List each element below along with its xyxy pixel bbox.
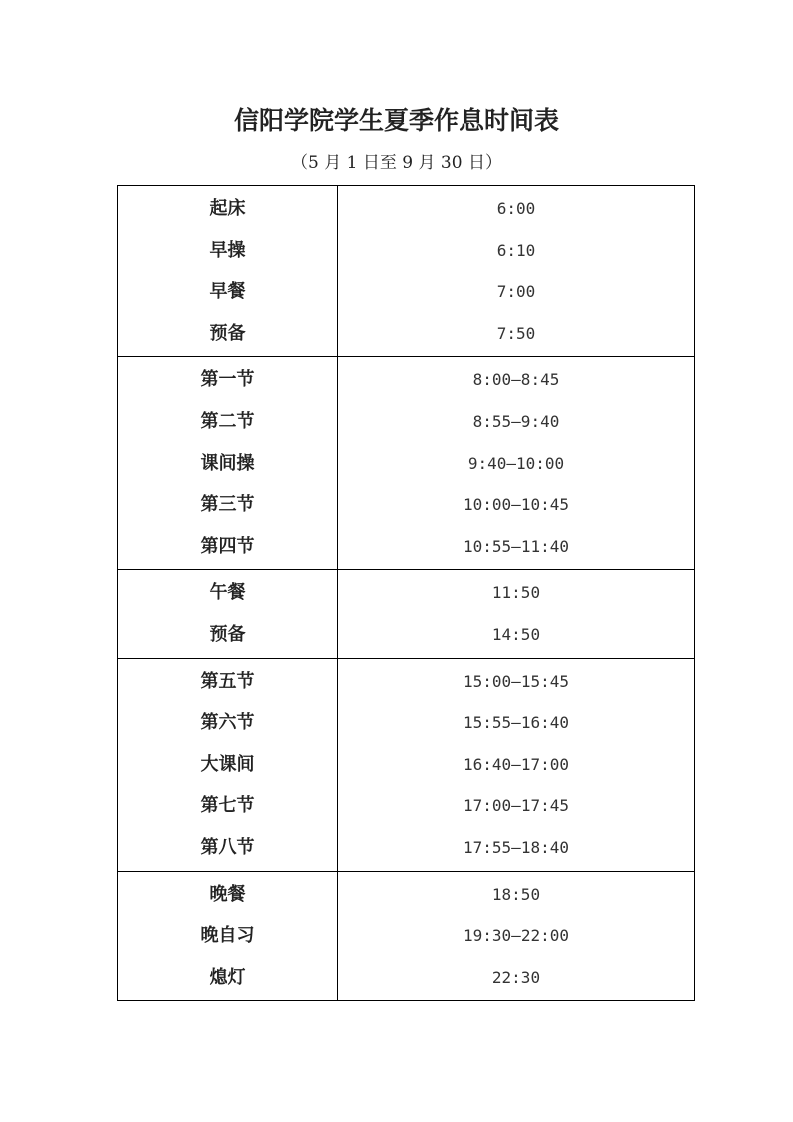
- activity-cell: 第四节: [118, 526, 338, 570]
- time-cell: 17:55—18:40: [338, 827, 695, 871]
- activity-cell: 起床: [118, 186, 338, 230]
- activity-cell: 大课间: [118, 744, 338, 786]
- time-cell: 11:50: [338, 570, 695, 614]
- activity-cell: 第一节: [118, 357, 338, 401]
- activity-cell: 熄灯: [118, 957, 338, 1001]
- time-cell: 14:50: [338, 614, 695, 658]
- activity-cell: 第六节: [118, 702, 338, 744]
- schedule-group-morning-classes: [118, 357, 695, 570]
- time-cell: 18:50: [338, 871, 695, 915]
- activity-cell: 课间操: [118, 443, 338, 485]
- time-cell: 6:00: [338, 186, 695, 230]
- schedule-group-morning: [118, 186, 695, 357]
- time-cell: 7:00: [338, 271, 695, 313]
- time-cell: 10:55—11:40: [338, 526, 695, 570]
- table-row: [118, 484, 695, 526]
- activity-cell: 第五节: [118, 658, 338, 702]
- schedule-group-evening: [118, 871, 695, 1001]
- table-row: [118, 313, 695, 357]
- time-cell: 9:40—10:00: [338, 443, 695, 485]
- table-row: [118, 915, 695, 957]
- document-title: 信阳学院学生夏季作息时间表: [233, 106, 559, 135]
- activity-cell: 晚自习: [118, 915, 338, 957]
- table-row: [118, 186, 695, 230]
- time-cell: 8:00—8:45: [338, 357, 695, 401]
- activity-cell: 第七节: [118, 785, 338, 827]
- time-cell: 19:30—22:00: [338, 915, 695, 957]
- table-row: [118, 526, 695, 570]
- activity-cell: 第二节: [118, 401, 338, 443]
- time-cell: 8:55—9:40: [338, 401, 695, 443]
- table-row: [118, 702, 695, 744]
- time-cell: 16:40—17:00: [338, 744, 695, 786]
- activity-cell: 午餐: [118, 570, 338, 614]
- activity-cell: 预备: [118, 614, 338, 658]
- table-row: [118, 658, 695, 702]
- table-row: [118, 401, 695, 443]
- table-row: [118, 827, 695, 871]
- activity-cell: 第三节: [118, 484, 338, 526]
- time-cell: 17:00—17:45: [338, 785, 695, 827]
- schedule-group-noon: [118, 570, 695, 658]
- activity-cell: 预备: [118, 313, 338, 357]
- table-row: [118, 271, 695, 313]
- table-row: [118, 357, 695, 401]
- activity-cell: 早餐: [118, 271, 338, 313]
- table-row: [118, 614, 695, 658]
- activity-cell: 早操: [118, 230, 338, 272]
- activity-cell: 晚餐: [118, 871, 338, 915]
- table-row: [118, 230, 695, 272]
- schedule-table: [117, 185, 695, 1001]
- time-cell: 6:10: [338, 230, 695, 272]
- schedule-group-afternoon-classes: [118, 658, 695, 871]
- table-row: [118, 871, 695, 915]
- time-cell: 15:00—15:45: [338, 658, 695, 702]
- activity-cell: 第八节: [118, 827, 338, 871]
- time-cell: 7:50: [338, 313, 695, 357]
- table-row: [118, 744, 695, 786]
- time-cell: 15:55—16:40: [338, 702, 695, 744]
- table-row: [118, 785, 695, 827]
- table-row: [118, 570, 695, 614]
- document-subtitle: （5 月 1 日至 9 月 30 日）: [291, 153, 502, 173]
- table-row: [118, 957, 695, 1001]
- time-cell: 10:00—10:45: [338, 484, 695, 526]
- table-row: [118, 443, 695, 485]
- time-cell: 22:30: [338, 957, 695, 1001]
